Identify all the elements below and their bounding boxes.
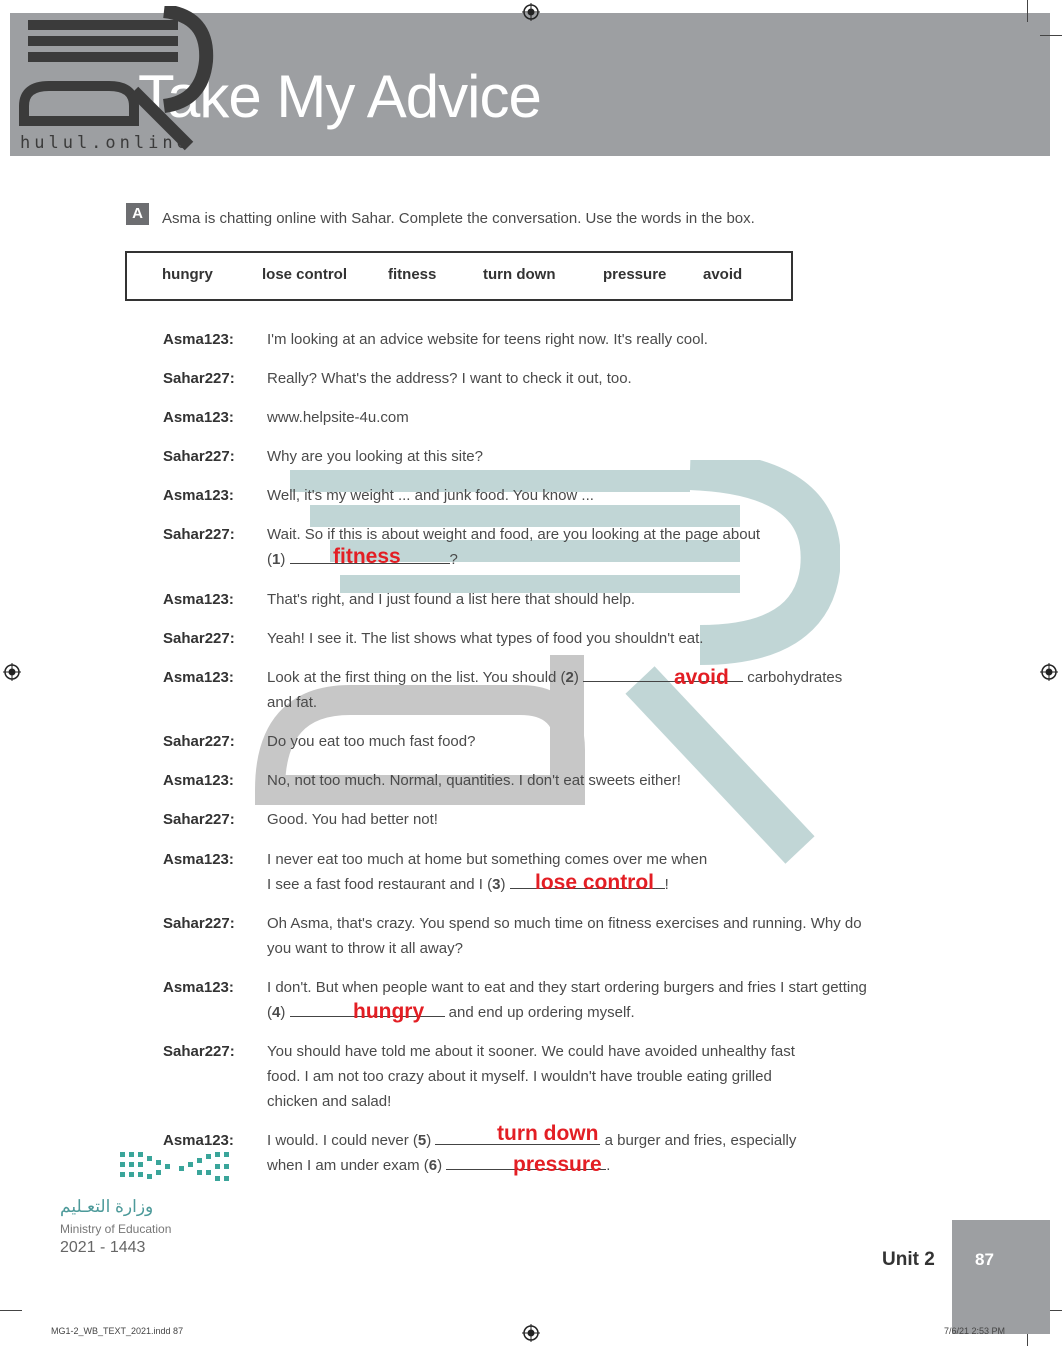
line-text: carbohydrates: [743, 669, 843, 686]
dialogue-line: www.helpsite-4u.com: [267, 409, 409, 426]
blank-number: 4: [272, 1004, 281, 1021]
dialogue-line: [267, 665, 842, 690]
crop-mark: [0, 1310, 22, 1311]
line-text: when I am under exam (: [267, 1157, 429, 1174]
speaker-name: Asma123:: [163, 591, 234, 608]
line-text: I see a fast food restaurant and I (: [267, 876, 493, 893]
word-box-item: turn down: [483, 266, 556, 283]
crop-mark: [1040, 35, 1062, 36]
blank-number: 1: [272, 551, 281, 568]
word-box-item: hungry: [162, 266, 213, 283]
blank-open: (: [267, 551, 272, 568]
line-text: I would. I could never (: [267, 1132, 418, 1149]
speaker-name: Sahar227:: [163, 448, 235, 465]
word-box-item: lose control: [262, 266, 348, 283]
dialogue-line: chicken and salad!: [267, 1093, 392, 1110]
blank-number: 2: [565, 669, 574, 686]
speaker-name: Sahar227:: [163, 1043, 235, 1060]
registration-mark-icon: [522, 3, 540, 21]
page-number: 87: [975, 1250, 994, 1269]
word-box-item: pressure: [603, 266, 667, 283]
answer-5: turn down: [497, 1122, 599, 1145]
speaker-name: Sahar227:: [163, 370, 235, 387]
line-text: .: [606, 1157, 611, 1174]
logo-latin-text: hulul.online: [20, 133, 191, 153]
speaker-name: Asma123:: [163, 487, 234, 504]
blank-number: 5: [417, 1132, 427, 1149]
dialogue-line: you want to throw it all away?: [267, 940, 463, 957]
speaker-name: Sahar227:: [163, 526, 235, 543]
word-box-item: fitness: [388, 266, 437, 283]
dialogue-line: Really? What's the address? I want to check it out, too.: [267, 370, 632, 387]
print-slug-file: MG1-2_WB_TEXT_2021.indd 87: [51, 1326, 184, 1336]
answer-6: pressure: [513, 1153, 602, 1176]
dialogue-line: Good. You had better not!: [267, 811, 438, 828]
page-number-tab: [952, 1220, 1050, 1334]
dialogue-line: You should have told me about it sooner. We could have avoided unhealthy fast: [267, 1043, 795, 1060]
line-text: and end up ordering myself.: [444, 1004, 635, 1021]
answer-2: avoid: [674, 666, 729, 689]
dialogue-line: Wait. So if this is about weight and food, are you looking at the page about: [267, 526, 761, 543]
dialogue-line: No, not too much. Normal, quantities. I don't eat sweets either!: [267, 772, 681, 789]
blank-close: ): [573, 669, 584, 686]
dialogue-line: food. I am not too crazy about it myself. I wouldn't have trouble eating grilled: [267, 1068, 772, 1085]
blank-close: ): [426, 1132, 436, 1149]
line-text: !: [664, 876, 669, 893]
speaker-name: Sahar227:: [163, 630, 235, 647]
dialogue-line: Well, it's my weight ... and junk food. You know ...: [267, 487, 594, 504]
answer-4: hungry: [353, 1000, 425, 1023]
blank-number: 3: [492, 876, 501, 893]
line-text: (: [267, 1004, 272, 1021]
blank-close: ): [280, 1004, 290, 1021]
ministry-year: 2021 - 1443: [60, 1239, 146, 1256]
speaker-name: Asma123:: [163, 331, 234, 348]
dialogue-line: I'm looking at an advice website for teens right now. It's really cool.: [267, 331, 708, 348]
registration-mark-icon: [1040, 663, 1058, 681]
dialogue-line: That's right, and I just found a list here that should help.: [267, 591, 636, 608]
dialogue-line: Do you eat too much fast food?: [267, 733, 476, 750]
blank-close: ): [280, 551, 290, 568]
speaker-name: Asma123:: [163, 669, 234, 686]
print-slug-date: 7/6/21 2:53 PM: [944, 1326, 1006, 1336]
speaker-name: Sahar227:: [163, 915, 235, 932]
ministry-arabic-name: وزارة التعـليم: [60, 1197, 154, 1216]
page-title: Take My Advice: [138, 63, 541, 130]
blank-close: ): [500, 876, 510, 893]
dialogue-line: I never eat too much at home but something comes over me when: [267, 851, 708, 868]
dialogue-line: Why are you looking at this site?: [267, 448, 483, 465]
blank-close: ): [437, 1157, 447, 1174]
line-text: a burger and fries, especially: [600, 1132, 797, 1149]
dialogue-line: Oh Asma, that's crazy. You spend so much time on fitness exercises and running. Why do: [267, 915, 862, 932]
speaker-name: Sahar227:: [163, 811, 235, 828]
exercise-label: A: [126, 203, 149, 225]
registration-mark-icon: [3, 663, 21, 681]
dialogue-line: and fat.: [267, 694, 318, 711]
ministry-english-name: Ministry of Education: [60, 1222, 172, 1236]
blank-number: 6: [428, 1157, 438, 1174]
speaker-name: Asma123:: [163, 409, 234, 426]
dialogue-line: I don't. But when people want to eat and they start ordering burgers and fries I start getting: [267, 979, 867, 996]
line-text: Look at the first thing on the list. You should (: [267, 669, 566, 686]
answer-1: fitness: [333, 545, 401, 568]
dialogue-line: Yeah! I see it. The list shows what types of food you shouldn't eat.: [267, 630, 704, 647]
speaker-name: Sahar227:: [163, 733, 235, 750]
answer-3: lose control: [535, 871, 655, 894]
word-box: [125, 251, 793, 301]
registration-mark-icon: [522, 1324, 540, 1342]
speaker-name: Asma123:: [163, 851, 234, 868]
crop-mark: [1027, 0, 1028, 22]
dialogue-line: [267, 1000, 635, 1025]
exercise-instruction: Asma is chatting online with Sahar. Complete the conversation. Use the words in the box.: [162, 210, 755, 227]
word-box-item: avoid: [703, 266, 743, 283]
speaker-name: Asma123:: [163, 1132, 234, 1149]
unit-label: Unit 2: [882, 1249, 935, 1270]
ministry-of-education-logo: [115, 1148, 240, 1188]
blank-suffix: ?: [449, 551, 458, 568]
speaker-name: Asma123:: [163, 979, 234, 996]
speaker-name: Asma123:: [163, 772, 234, 789]
